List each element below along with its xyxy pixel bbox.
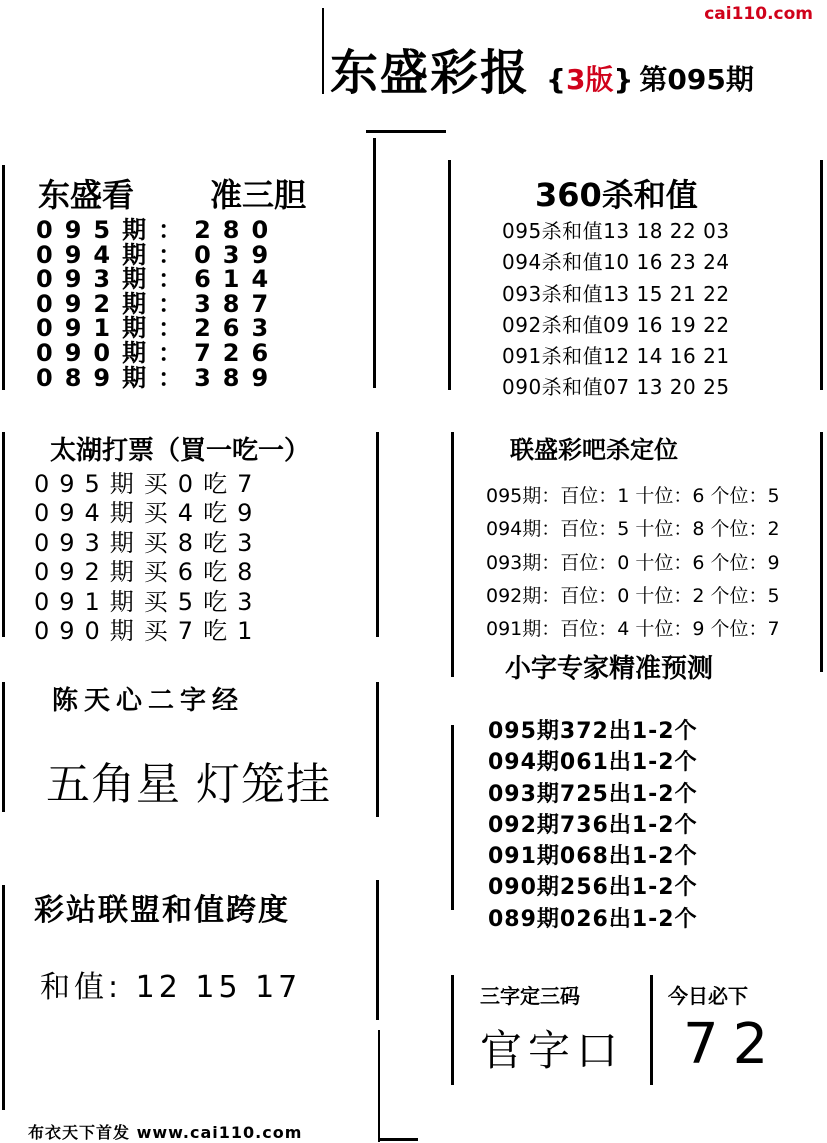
list-item: 094期买4吃9 [34, 499, 263, 528]
brace-close: } [613, 63, 634, 96]
center-divider-6 [451, 725, 454, 910]
center-divider-4 [451, 432, 454, 677]
taihu-title: 太湖打票（買一吃一） [50, 436, 311, 466]
newspaper-title: 东盛彩报 [330, 45, 531, 101]
list-item: 095期：280 [36, 216, 281, 244]
xiaozi-list [488, 716, 698, 932]
issue-number: 第095期 [639, 63, 754, 96]
xiaozi-title: 小字专家精准预测 [505, 654, 714, 684]
center-divider-1 [373, 138, 376, 388]
list-item: 093期买8吃3 [34, 528, 263, 557]
center-divider-5 [376, 682, 379, 817]
list-item: 095杀和值13 18 22 03 [502, 219, 730, 243]
brace-open: { [546, 63, 566, 96]
chen-body: 五角星 灯笼挂 [46, 759, 331, 810]
caizhan-body: 和值: 12 15 17 [40, 970, 302, 1005]
taihu-list [34, 470, 262, 646]
must-pick-title: 今日必下 [668, 984, 748, 1008]
list-item: 090杀和值07 13 20 25 [502, 375, 730, 400]
edition-label: 3版 [565, 63, 614, 96]
list-item: 091期：263 [36, 314, 281, 343]
list-item: 095期372出1-2个 [488, 719, 698, 744]
header-rule [366, 130, 446, 133]
list-item: 094杀和值10 16 23 24 [502, 250, 730, 275]
list-item: 089期：389 [36, 363, 281, 392]
left-border-3 [2, 682, 5, 812]
list-item: 091杀和值12 14 16 21 [502, 344, 730, 369]
list-item: 090期：726 [36, 338, 281, 367]
list-item: 092期736出1-2个 [488, 812, 698, 838]
list-item: 091期068出1-2个 [488, 844, 698, 870]
three-code-value: 官字口 [480, 1026, 625, 1075]
bottom-rule [378, 1138, 418, 1141]
kill-sum-list [502, 216, 730, 400]
masthead [330, 34, 754, 101]
list-item: 091期买5吃3 [34, 587, 263, 616]
list-item: 095期：百位：1 十位：6 个位：5 [486, 485, 780, 507]
dongsheng-title [38, 170, 306, 216]
list-item: 092期买6吃8 [34, 558, 263, 587]
lianmeng-title: 联盛彩吧杀定位 [510, 436, 678, 464]
list-item: 094期：百位：5 十位：8 个位：2 [486, 518, 780, 541]
lianmeng-list [486, 480, 780, 646]
center-divider-9 [451, 975, 454, 1085]
center-divider-3 [376, 432, 379, 637]
list-item: 092杀和值09 16 19 22 [502, 312, 730, 337]
left-border-1 [2, 165, 5, 390]
kill-sum-title: 360杀和值 [535, 176, 698, 214]
center-divider-8 [378, 1030, 380, 1142]
list-item: 090期买7吃1 [34, 617, 263, 646]
site-watermark: cai110.com [704, 4, 813, 24]
caizhan-title: 彩站联盟和值跨度 [34, 893, 290, 928]
list-item: 092期：百位：0 十位：2 个位：5 [486, 584, 780, 607]
masthead-divider [322, 8, 324, 94]
list-item: 094期：039 [36, 240, 281, 269]
chen-title: 陈天心二字经 [52, 686, 245, 716]
list-item: 093期：百位：0 十位：6 个位：9 [486, 551, 780, 574]
list-item: 091期：百位：4 十位：9 个位：7 [486, 618, 780, 641]
three-code-title: 三字定三码 [480, 984, 580, 1008]
list-item: 094期061出1-2个 [488, 750, 698, 776]
dongsheng-list [36, 218, 280, 390]
left-border-4 [2, 885, 5, 1110]
list-item: 093期725出1-2个 [488, 781, 698, 807]
list-item: 095期买0吃7 [34, 470, 263, 498]
list-item: 090期256出1-2个 [488, 875, 698, 901]
footer-credit: 布衣天下首发 www.cai110.com [28, 1123, 303, 1142]
dongsheng-title-left: 东盛看 [38, 176, 135, 214]
box-divider [650, 975, 653, 1085]
list-item: 089期026出1-2个 [488, 906, 698, 932]
list-item: 093期：614 [36, 265, 281, 294]
must-pick-value: 72 [683, 1012, 783, 1077]
list-item: 092期：387 [36, 289, 281, 318]
dongsheng-section [38, 170, 306, 216]
list-item: 093杀和值13 15 21 22 [502, 281, 730, 306]
dongsheng-title-right: 准三胆 [210, 176, 307, 214]
right-border-2 [820, 432, 823, 672]
center-divider-7 [376, 880, 379, 1020]
left-border-2 [2, 432, 5, 637]
center-divider-2 [448, 160, 451, 390]
right-border-1 [820, 160, 823, 390]
